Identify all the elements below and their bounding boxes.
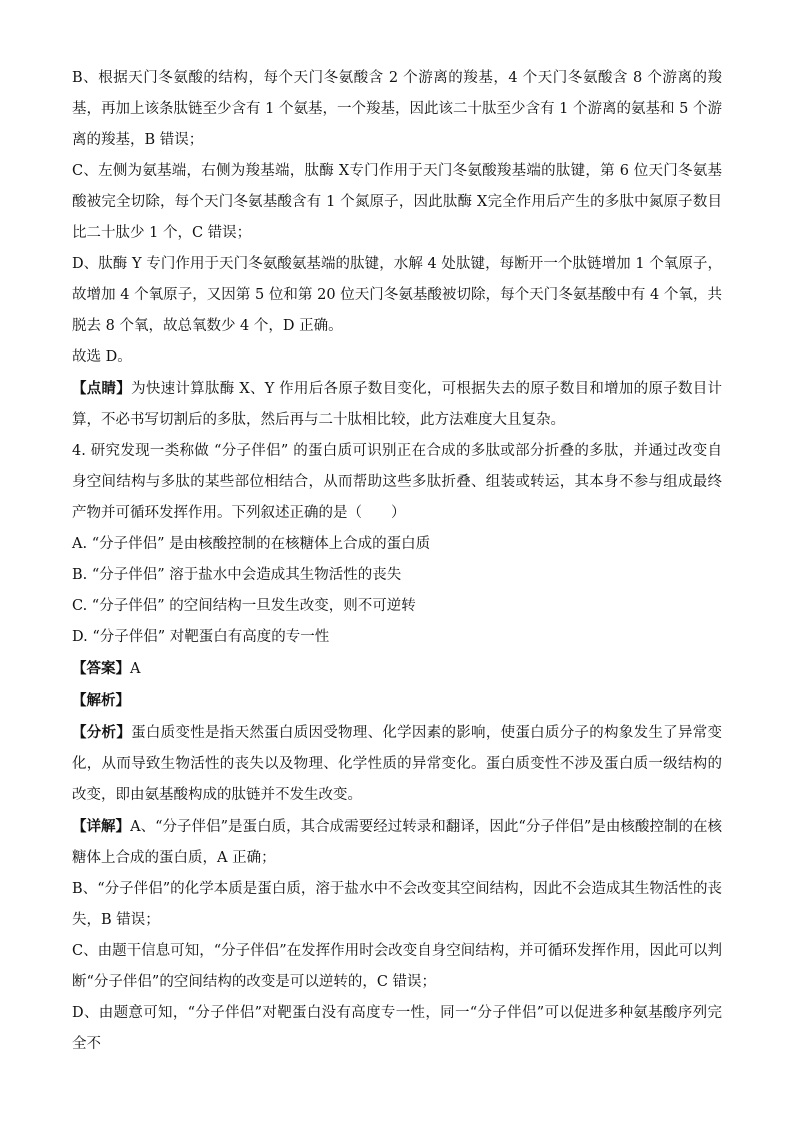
prev-analysis-option-b: B、根据天门冬氨酸的结构，每个天门冬氨酸含 2 个游离的羧基，4 个天门冬氨酸含 8 个游离的羧基，再加上该条肽链至少含有 1 个氨基，一个羧基，因此该二十肽至少含有 1 个游离的氨基和 5 个游离的羧基，B 错误；	[72, 70, 722, 148]
detail-option-a-text: A、“分子伴侣”是蛋白质，其合成需要经过转录和翻译，因此“分子伴侣”是由核酸控制的在核糖体上合成的蛋白质，A 正确；	[72, 819, 722, 866]
detail-tag: 【详解】	[72, 818, 131, 835]
page-content	[72, 63, 722, 1060]
question-stem: 4. 研究发现一类称做 “分子伴侣” 的蛋白质可识别正在合成的多肽或部分折叠的多肽，并通过改变自身空间结构与多肽的某些部位相结合，从而帮助这些多肽折叠、组装或转运，其本身不参与组成最终产物并可循环发挥作用。下列叙述正确的是（ ）	[72, 443, 722, 521]
detail-option-b: B、“分子伴侣”的化学本质是蛋白质，溶于盐水中不会改变其空间结构，因此不会造成其生物活性的丧失，B 错误；	[72, 881, 722, 928]
question-option-a: A. “分子伴侣” 是由核酸控制的在核糖体上合成的蛋白质	[72, 536, 431, 552]
review-text: 为快速计算肽酶 X、Y 作用后各原子数目变化，可根据失去的原子数目和增加的原子数目计算，不必书写切割后的多肽，然后再与二十肽相比较，此方法难度大且复杂。	[72, 381, 722, 428]
answer-line	[72, 653, 722, 685]
review-paragraph	[72, 373, 722, 436]
analysis-paragraph	[72, 717, 722, 811]
question-option-b: B. “分子伴侣” 溶于盐水中会造成其生物活性的丧失	[72, 567, 402, 583]
question-option-c: C. “分子伴侣” 的空间结构一旦发生改变，则不可逆转	[72, 598, 416, 614]
analysis-tag: 【解析】	[72, 692, 130, 709]
detail-option-d: D、由题意可知，“分子伴侣”对靶蛋白没有高度专一性，同一“分子伴侣”可以促进多种氨基酸序列完全不	[72, 1005, 722, 1052]
answer-value: A	[130, 661, 141, 677]
review-tag: 【点睛】	[72, 380, 132, 397]
analysis-heading	[72, 685, 722, 717]
analysis-section-text: 蛋白质变性是指天然蛋白质因受物理、化学因素的影响，使蛋白质分子的构象发生了异常变化，从而导致生物活性的丧失以及物理、化学性质的异常变化。蛋白质变性不涉及蛋白质一级结构的改变，即由氨基酸构成的肽链并不发生改变。	[72, 725, 723, 803]
question-option-d: D. “分子伴侣” 对靶蛋白有高度的专一性	[72, 629, 330, 645]
prev-analysis-option-c: C、左侧为氨基端，右侧为羧基端，肽酶 X专门作用于天门冬氨酸羧基端的肽键，第 6 位天门冬氨基酸被完全切除，每个天门冬氨基酸含有 1 个氮原子，因此肽酶 X完全作用后产生的多肽中氮原子数目比二十肽少 1 个，C 错误；	[72, 163, 722, 241]
detail-option-a	[72, 811, 722, 874]
prev-analysis-option-d: D、肽酶 Y 专门作用于天门冬氨酸氨基端的肽键，水解 4 处肽键，每断开一个肽链增加 1 个氧原子，故增加 4 个氧原子，又因第 5 位和第 20 位天门冬氨基酸被切除，每个天门冬氨基酸中有 4 个氧，共脱去 8 个氧，故总氧数少 4 个，D 正确。	[72, 256, 722, 334]
answer-tag: 【答案】	[72, 660, 130, 677]
analysis-section-tag: 【分析】	[72, 724, 132, 741]
detail-option-c: C、由题干信息可知，“分子伴侣”在发挥作用时会改变自身空间结构，并可循环发挥作用，因此可以判断“分子伴侣”的空间结构的改变是可以逆转的，C 错误；	[72, 943, 722, 990]
prev-conclusion: 故选 D。	[72, 349, 132, 365]
